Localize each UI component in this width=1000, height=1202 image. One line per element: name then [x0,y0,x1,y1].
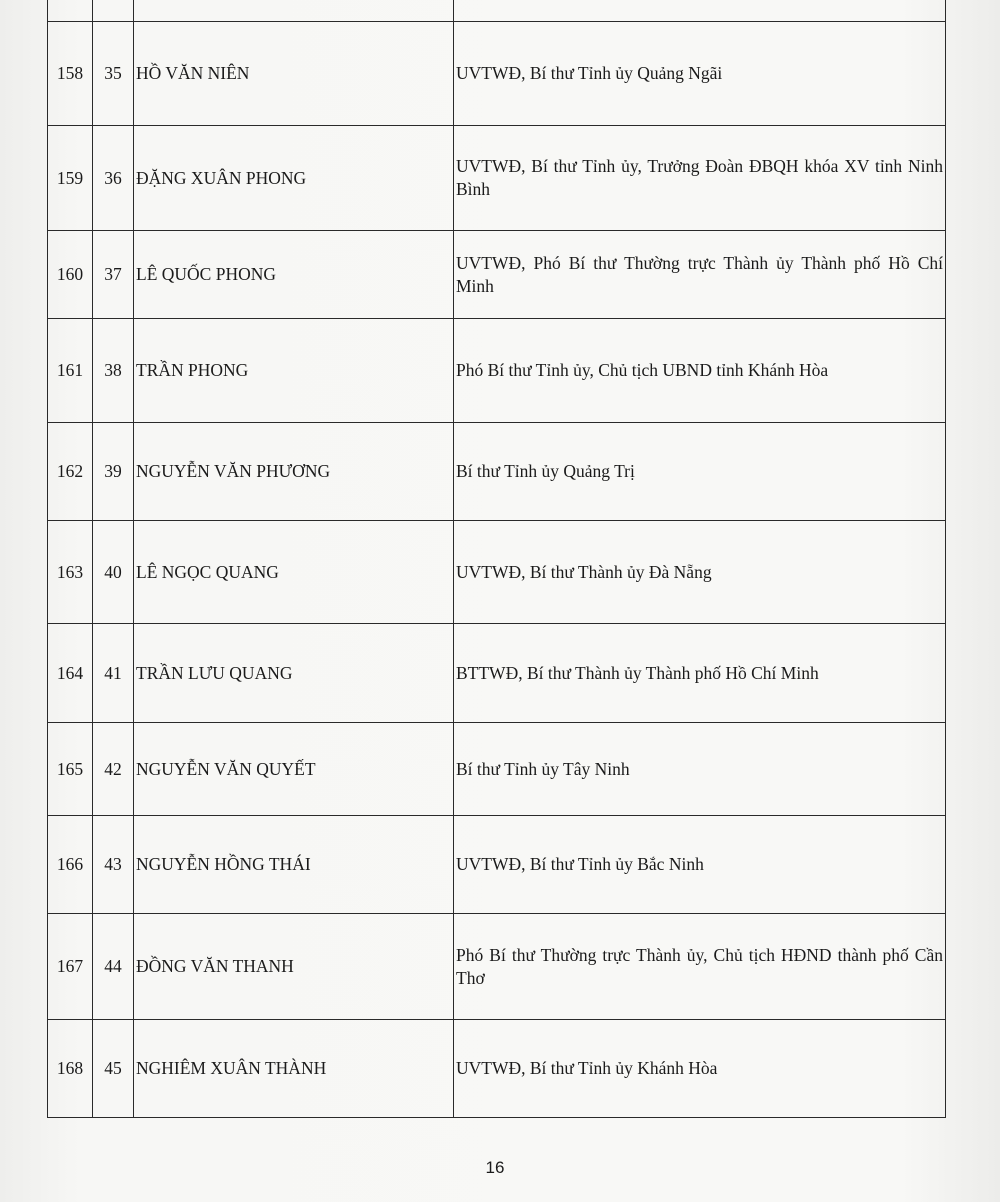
table-row [48,624,946,723]
table-row [48,231,946,319]
row-index-cell: 166 [48,816,93,914]
name-cell: ĐỒNG VĂN THANH [134,914,454,1020]
table-row [48,914,946,1020]
row-number-cell: 38 [93,319,134,423]
row-number-cell: 36 [93,126,134,231]
row-number-cell: 44 [93,914,134,1020]
row-number-cell: 45 [93,1020,134,1118]
name-cell [134,0,454,22]
table-row [48,319,946,423]
row-index-cell: 160 [48,231,93,319]
position-cell: Phó Bí thư Thường trực Thành ủy, Chủ tịch HĐND thành phố Cần Thơ [454,914,946,1020]
row-index-cell: 162 [48,423,93,521]
name-cell: TRẦN LƯU QUANG [134,624,454,723]
row-number-cell: 35 [93,22,134,126]
page-number: 16 [485,1158,505,1177]
row-index-cell: 164 [48,624,93,723]
row-index-cell: 161 [48,319,93,423]
table-row [48,126,946,231]
row-index-cell: 159 [48,126,93,231]
position-cell: Bí thư Tỉnh ủy Tây Ninh [454,723,946,816]
name-cell: NGUYỄN VĂN QUYẾT [134,723,454,816]
row-index-cell: 167 [48,914,93,1020]
position-cell: UVTWĐ, Bí thư Tỉnh ủy Bắc Ninh [454,816,946,914]
row-number-cell: 42 [93,723,134,816]
name-cell: TRẦN PHONG [134,319,454,423]
table-row [48,423,946,521]
position-cell: BTTWĐ, Bí thư Thành ủy Thành phố Hồ Chí Minh [454,624,946,723]
name-cell: LÊ NGỌC QUANG [134,521,454,624]
row-index-cell: 163 [48,521,93,624]
name-cell: ĐẶNG XUÂN PHONG [134,126,454,231]
row-index-cell: 158 [48,22,93,126]
position-cell: UVTWĐ, Phó Bí thư Thường trực Thành ủy Thành phố Hồ Chí Minh [454,231,946,319]
row-number-cell [93,0,134,22]
name-cell: HỒ VĂN NIÊN [134,22,454,126]
position-cell: UVTWĐ, Bí thư Thành ủy Đà Nẵng [454,521,946,624]
position-cell: UVTWĐ, Bí thư Tỉnh ủy, Trưởng Đoàn ĐBQH khóa XV tỉnh Ninh Bình [454,126,946,231]
row-number-cell: 40 [93,521,134,624]
position-cell: Bí thư Tỉnh ủy Quảng Trị [454,423,946,521]
position-cell: UVTWĐ, Bí thư Tỉnh ủy Quảng Ngãi [454,22,946,126]
table-row [48,22,946,126]
row-number-cell: 39 [93,423,134,521]
table-row [48,816,946,914]
name-cell: LÊ QUỐC PHONG [134,231,454,319]
row-index-cell: 168 [48,1020,93,1118]
position-cell: UVTWĐ, Bí thư Tỉnh ủy Khánh Hòa [454,1020,946,1118]
table-row [48,521,946,624]
row-index-cell [48,0,93,22]
table-row [48,0,946,22]
position-cell [454,0,946,22]
table-row [48,723,946,816]
name-cell: NGHIÊM XUÂN THÀNH [134,1020,454,1118]
row-number-cell: 37 [93,231,134,319]
row-number-cell: 43 [93,816,134,914]
name-cell: NGUYỄN VĂN PHƯƠNG [134,423,454,521]
row-index-cell: 165 [48,723,93,816]
table-row [48,1020,946,1118]
row-number-cell: 41 [93,624,134,723]
name-cell: NGUYỄN HỒNG THÁI [134,816,454,914]
position-cell: Phó Bí thư Tỉnh ủy, Chủ tịch UBND tỉnh Khánh Hòa [454,319,946,423]
personnel-table [47,0,946,1118]
